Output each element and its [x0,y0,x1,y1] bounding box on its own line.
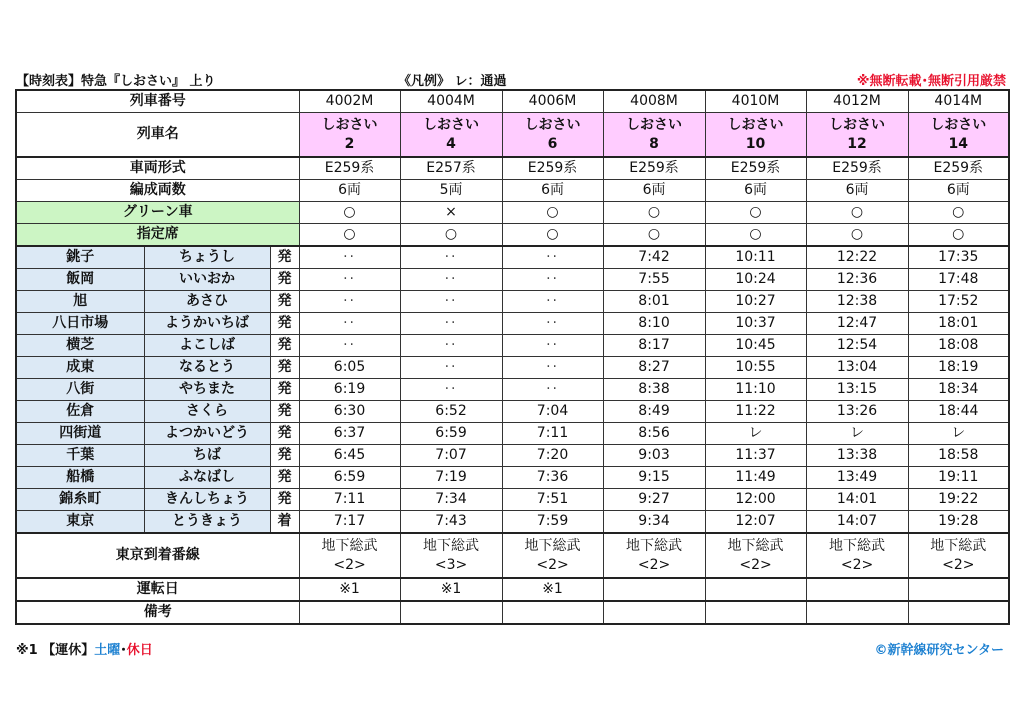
car-count: 6両 [502,180,603,202]
car-type: E259系 [299,157,400,180]
departure-arrival-mark: 発 [270,335,299,357]
station-name: 飯岡 [16,269,144,291]
row-label-car-count: 編成両数 [16,180,299,202]
departure-arrival-mark: 発 [270,379,299,401]
train-name-cell [400,113,502,158]
platform-cell [908,533,1009,578]
train-name: しおさい [423,116,480,133]
train-name-cell [299,113,400,158]
time-cell: 9:27 [603,489,705,511]
car-type: E257系 [400,157,502,180]
remarks [806,601,908,624]
time-cell: ·· [299,269,400,291]
station-row [16,291,1009,313]
car-type: E259系 [908,157,1009,180]
time-cell: ·· [502,379,603,401]
platform-number: <2> [536,556,569,573]
time-cell: 7:43 [400,511,502,534]
platform-number: <2> [942,556,975,573]
time-cell: 19:11 [908,467,1009,489]
platform-line: 地下総武 [524,537,581,554]
train-name-cell [806,113,908,158]
platform-number: <2> [840,556,874,573]
reserved-seat-mark: ○ [400,224,502,247]
station-row [16,445,1009,467]
car-type: E259系 [806,157,908,180]
train-number: 4012M [806,90,908,113]
time-cell: ·· [502,269,603,291]
departure-arrival-mark: 発 [270,467,299,489]
station-reading: なるとう [144,357,270,379]
train-name: しおさい [524,116,581,133]
station-reading: やちまた [144,379,270,401]
reserved-seat-mark: ○ [299,224,400,247]
time-cell: 7:11 [502,423,603,445]
station-reading: いいおか [144,269,270,291]
car-type: E259系 [502,157,603,180]
train-name-cell [705,113,806,158]
car-count: 6両 [603,180,705,202]
train-number: 4004M [400,90,502,113]
time-cell: ·· [400,291,502,313]
station-row [16,401,1009,423]
platform-cell [705,533,806,578]
departure-arrival-mark: 着 [270,511,299,534]
operating-days: ※1 [502,578,603,601]
time-cell: 17:52 [908,291,1009,313]
time-cell: 12:00 [705,489,806,511]
time-cell: 7:11 [299,489,400,511]
remarks [603,601,705,624]
time-cell: 7:42 [603,246,705,269]
time-cell: 7:20 [502,445,603,467]
time-cell: 18:44 [908,401,1009,423]
station-row [16,246,1009,269]
car-type: E259系 [705,157,806,180]
time-cell: 8:56 [603,423,705,445]
time-cell: 7:04 [502,401,603,423]
footnote-holiday: 休日 [126,643,153,658]
time-cell: 12:22 [806,246,908,269]
platform-line: 地下総武 [423,537,480,554]
row-label-green-car: グリーン車 [16,202,299,224]
train-name-number: 14 [948,135,969,152]
time-cell: ·· [502,291,603,313]
time-cell: 9:34 [603,511,705,534]
platform-number: <2> [637,556,671,573]
time-cell: 14:01 [806,489,908,511]
station-row [16,511,1009,534]
time-cell: ·· [400,246,502,269]
train-name-number: 8 [649,135,659,152]
time-cell: 12:54 [806,335,908,357]
station-row [16,467,1009,489]
platform-cell [603,533,705,578]
station-row [16,489,1009,511]
time-cell: 18:58 [908,445,1009,467]
station-row [16,379,1009,401]
train-name-number: 6 [547,135,558,152]
time-cell: 10:11 [705,246,806,269]
train-name-cell [603,113,705,158]
operating-days: ※1 [299,578,400,601]
station-reading: さくら [144,401,270,423]
platform-number: <2> [333,556,366,573]
time-cell: ·· [400,313,502,335]
row-label-tokyo-platform: 東京到着番線 [16,533,299,578]
time-cell: 18:08 [908,335,1009,357]
time-cell: 7:17 [299,511,400,534]
remarks-row [16,601,1009,624]
platform-cell [400,533,502,578]
car-count: 6両 [299,180,400,202]
timetable-title: 【時刻表】特急『しおさい』 上り [16,74,216,89]
time-cell: 17:35 [908,246,1009,269]
green-car-mark: ○ [502,202,603,224]
time-cell: 10:27 [705,291,806,313]
time-cell: 8:49 [603,401,705,423]
operating-days: ※1 [400,578,502,601]
time-cell: 8:10 [603,313,705,335]
remarks [705,601,806,624]
green-car-mark: ○ [603,202,705,224]
station-row [16,423,1009,445]
row-label-car-type: 車両形式 [16,157,299,180]
time-cell: ·· [299,246,400,269]
legend: 《凡例》 レ：通過 [398,74,507,89]
station-name: 四街道 [16,423,144,445]
train-name: しおさい [930,116,987,133]
footnote-prefix: ※1 【運休】 [16,643,95,658]
car-type-row [16,157,1009,180]
car-count-row [16,180,1009,202]
time-cell: 13:15 [806,379,908,401]
time-cell: 10:55 [705,357,806,379]
reserved-seat-mark: ○ [502,224,603,247]
station-name: 錦糸町 [16,489,144,511]
reserved-seat-mark: ○ [603,224,705,247]
time-cell: 6:59 [400,423,502,445]
departure-arrival-mark: 発 [270,291,299,313]
train-name-number: 4 [446,135,456,152]
time-cell: 13:04 [806,357,908,379]
time-cell: ·· [400,379,502,401]
station-name: 旭 [16,291,144,313]
platform-cell [806,533,908,578]
green-car-mark: × [400,202,502,224]
station-row [16,269,1009,291]
departure-arrival-mark: 発 [270,246,299,269]
operating-days [806,578,908,601]
station-name: 成東 [16,357,144,379]
departure-arrival-mark: 発 [270,401,299,423]
time-cell: 6:59 [299,467,400,489]
car-count: 6両 [806,180,908,202]
row-label-train-number: 列車番号 [16,90,299,113]
time-cell: 14:07 [806,511,908,534]
time-cell: 18:34 [908,379,1009,401]
station-reading: とうきょう [144,511,270,534]
platform-line: 地下総武 [829,537,886,554]
green-car-mark: ○ [908,202,1009,224]
timetable [15,89,1010,625]
green-car-row [16,202,1009,224]
departure-arrival-mark: 発 [270,423,299,445]
station-name: 千葉 [16,445,144,467]
train-name: しおさい [727,116,784,133]
time-cell: 8:17 [603,335,705,357]
operating-days [603,578,705,601]
time-cell: ·· [502,335,603,357]
station-name: 横芝 [16,335,144,357]
time-cell: 7:34 [400,489,502,511]
time-cell: 12:07 [705,511,806,534]
train-name-number: 10 [745,135,766,152]
time-cell: 7:51 [502,489,603,511]
station-row [16,313,1009,335]
platform-number: <2> [739,556,772,573]
operating-days-row [16,578,1009,601]
station-reading: ちば [144,445,270,467]
time-cell: レ [908,423,1009,445]
time-cell: 6:45 [299,445,400,467]
time-cell: 8:01 [603,291,705,313]
time-cell: 10:24 [705,269,806,291]
train-number: 4014M [908,90,1009,113]
time-cell: ·· [299,313,400,335]
car-count: 5両 [400,180,502,202]
platform-line: 地下総武 [626,537,683,554]
green-car-mark: ○ [705,202,806,224]
station-reading: きんしちょう [144,489,270,511]
time-cell: ·· [299,291,400,313]
operating-days [705,578,806,601]
time-cell: ·· [400,357,502,379]
time-cell: 17:48 [908,269,1009,291]
car-count: 6両 [705,180,806,202]
footnote-separator: ･ [120,643,127,658]
station-row [16,357,1009,379]
time-cell: 12:47 [806,313,908,335]
time-cell: 12:38 [806,291,908,313]
train-name: しおさい [626,116,683,133]
credit: ©新幹線研究センター [874,643,1004,658]
train-name: しおさい [321,116,378,133]
train-number: 4006M [502,90,603,113]
train-name-row [16,113,1009,158]
platform-line: 地下総武 [727,537,784,554]
time-cell: ·· [502,357,603,379]
time-cell: 7:19 [400,467,502,489]
time-cell: ·· [502,246,603,269]
time-cell: 13:38 [806,445,908,467]
platform-cell [502,533,603,578]
platform-line: 地下総武 [321,537,378,554]
station-reading: ちょうし [144,246,270,269]
platform-cell [299,533,400,578]
station-name: 東京 [16,511,144,534]
time-cell: 13:26 [806,401,908,423]
time-cell: 7:36 [502,467,603,489]
time-cell: 19:22 [908,489,1009,511]
station-row [16,335,1009,357]
train-name: しおさい [829,116,886,133]
remarks [400,601,502,624]
time-cell: 6:19 [299,379,400,401]
station-reading: ようかいちば [144,313,270,335]
station-reading: あさひ [144,291,270,313]
remarks [502,601,603,624]
station-name: 八街 [16,379,144,401]
copyright-notice: ※無断転載･無断引用厳禁 [856,74,1006,89]
remarks [908,601,1009,624]
time-cell: 10:45 [705,335,806,357]
time-cell: 8:27 [603,357,705,379]
time-cell: レ [806,423,908,445]
train-number: 4008M [603,90,705,113]
time-cell: 6:05 [299,357,400,379]
time-cell: 7:07 [400,445,502,467]
row-label-remarks: 備考 [16,601,299,624]
time-cell: 7:55 [603,269,705,291]
time-cell: ·· [502,313,603,335]
time-cell: 9:15 [603,467,705,489]
car-count: 6両 [908,180,1009,202]
green-car-mark: ○ [299,202,400,224]
time-cell: ·· [400,335,502,357]
reserved-seat-mark: ○ [908,224,1009,247]
train-name-cell [908,113,1009,158]
green-car-mark: ○ [806,202,908,224]
station-name: 銚子 [16,246,144,269]
time-cell: 12:36 [806,269,908,291]
station-reading: ふなばし [144,467,270,489]
platform-number: <3> [434,556,468,573]
train-name-number: 2 [344,135,355,152]
tokyo-platform-row [16,533,1009,578]
time-cell: 11:22 [705,401,806,423]
train-name-number: 12 [847,135,867,152]
station-reading: よつかいどう [144,423,270,445]
departure-arrival-mark: 発 [270,445,299,467]
station-reading: よこしば [144,335,270,357]
time-cell: レ [705,423,806,445]
train-number-row [16,90,1009,113]
time-cell: 6:52 [400,401,502,423]
departure-arrival-mark: 発 [270,489,299,511]
time-cell: 10:37 [705,313,806,335]
station-name: 八日市場 [16,313,144,335]
platform-line: 地下総武 [930,537,987,554]
time-cell: 11:49 [705,467,806,489]
car-type: E259系 [603,157,705,180]
reserved-seat-mark: ○ [705,224,806,247]
operating-days [908,578,1009,601]
time-cell: 11:37 [705,445,806,467]
footnote-saturday: 土曜 [94,643,121,658]
departure-arrival-mark: 発 [270,269,299,291]
time-cell: 18:19 [908,357,1009,379]
remarks [299,601,400,624]
row-label-train-name: 列車名 [16,113,299,158]
time-cell: ·· [400,269,502,291]
station-name: 佐倉 [16,401,144,423]
departure-arrival-mark: 発 [270,313,299,335]
time-cell: 13:49 [806,467,908,489]
time-cell: 9:03 [603,445,705,467]
time-cell: 6:30 [299,401,400,423]
train-number: 4002M [299,90,400,113]
row-label-reserved-seat: 指定席 [16,224,299,247]
train-name-cell [502,113,603,158]
reserved-seat-mark: ○ [806,224,908,247]
time-cell: 11:10 [705,379,806,401]
reserved-seat-row [16,224,1009,247]
time-cell: 6:37 [299,423,400,445]
time-cell: ·· [299,335,400,357]
time-cell: 8:38 [603,379,705,401]
station-name: 船橋 [16,467,144,489]
time-cell: 19:28 [908,511,1009,534]
time-cell: 7:59 [502,511,603,534]
row-label-operating-days: 運転日 [16,578,299,601]
train-number: 4010M [705,90,806,113]
time-cell: 18:01 [908,313,1009,335]
departure-arrival-mark: 発 [270,357,299,379]
footnote [16,639,153,658]
